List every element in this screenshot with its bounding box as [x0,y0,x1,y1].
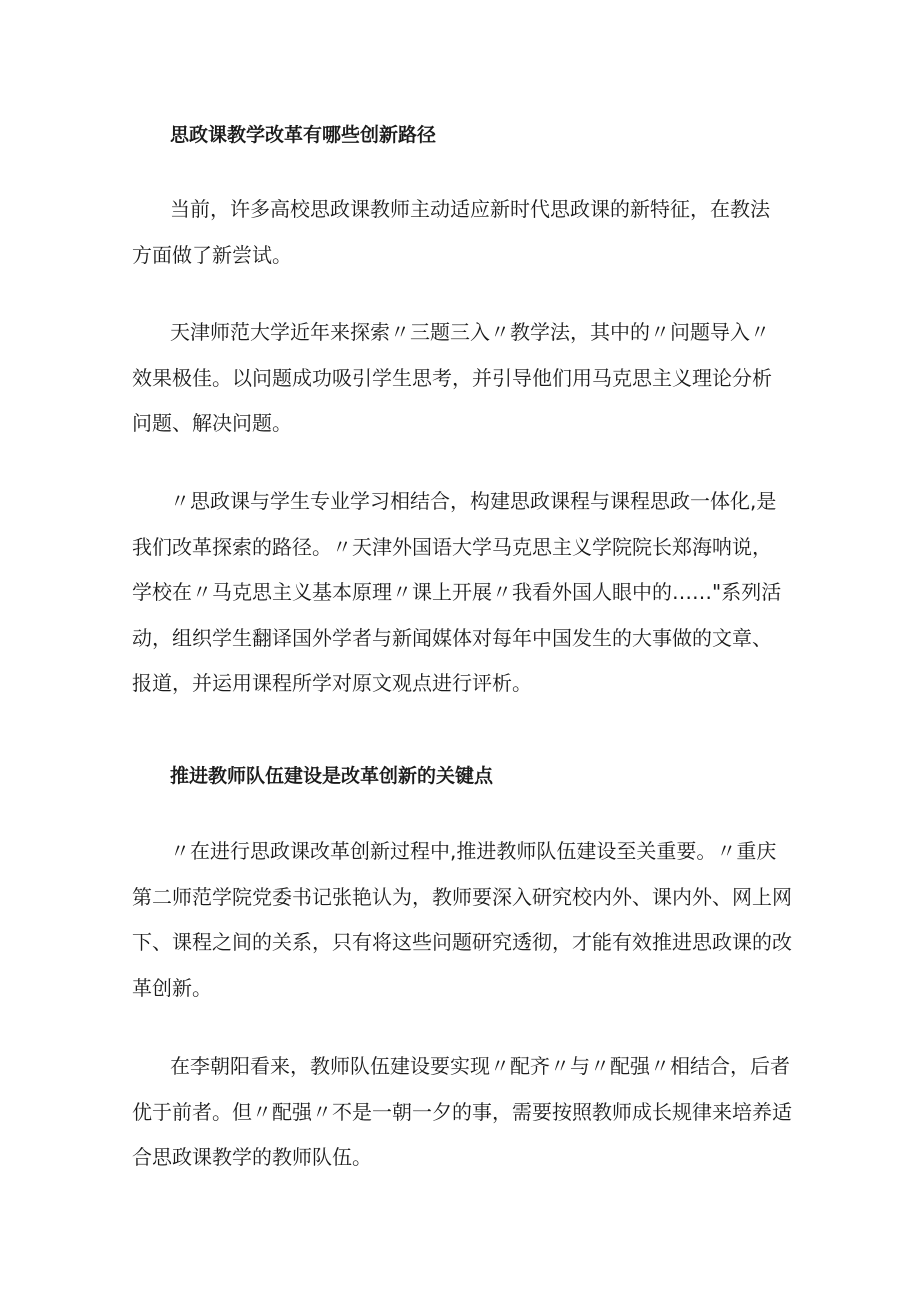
paragraph-line: 合思政课教学的教师队伍。 [132,1145,372,1169]
paragraph-line: 我们改革探索的路径。〃天津外国语大学马克思主义学院院长郑海呐说， [132,534,772,559]
paragraph-line: 革创新。 [132,975,212,1000]
section-heading-2: 推进教师队伍建设是改革创新的关键点 [170,765,494,787]
paragraph-line: 〃思政课与学生专业学习相结合，构建思政课程与课程思政一体化,是 [170,489,777,513]
paragraph-line: 优于前者。但〃配强〃不是一朝一夕的事，需要按照教师成长规律来培养适 [132,1099,792,1124]
paragraph-line: 第二师范学院党委书记张艳认为，教师要深入研究校内外、课内外、网上网 [132,884,792,909]
paragraph-line: 在李朝阳看来，教师队伍建设要实现〃配齐〃与〃配强〃相结合，后者 [170,1054,790,1078]
paragraph-line: 天津师范大学近年来探索〃三题三入〃教学法，其中的〃问题导入〃 [170,320,770,344]
paragraph-line: 效果极佳。以问题成功吸引学生思考，并引导他们用马克思主义理论分析 [132,365,772,390]
paragraph-5 [132,1044,792,1181]
paragraph-line: 当前，许多高校思政课教师主动适应新时代思政课的新特征，在教法 [170,197,770,221]
paragraph-line: 方面做了新尝试。 [132,242,292,267]
paragraph-4 [132,829,792,1011]
paragraph-line: 动，组织学生翻译国外学者与新闻媒体对每年中国发生的大事做的文章、 [132,625,772,650]
paragraph-line: 报道，并运用课程所学对原文观点进行评析。 [132,671,532,695]
paragraph-line: 〃在进行思政课改革创新过程中,推进教师队伍建设至关重要。〃重庆 [170,839,777,863]
paragraph-2 [132,310,792,447]
section-heading-1: 思政课教学改革有哪些创新路径 [170,124,437,146]
paragraph-3 [132,479,792,707]
paragraph-line: 问题、解决问题。 [132,411,292,435]
paragraph-1 [132,187,792,278]
paragraph-line: 下、课程之间的关系，只有将这些问题研究透彻，才能有效推进思政课的改 [132,930,792,954]
paragraph-line: 学校在〃马克思主义基本原理〃课上开展〃我看外国人眼中的……"系列活 [132,580,782,604]
